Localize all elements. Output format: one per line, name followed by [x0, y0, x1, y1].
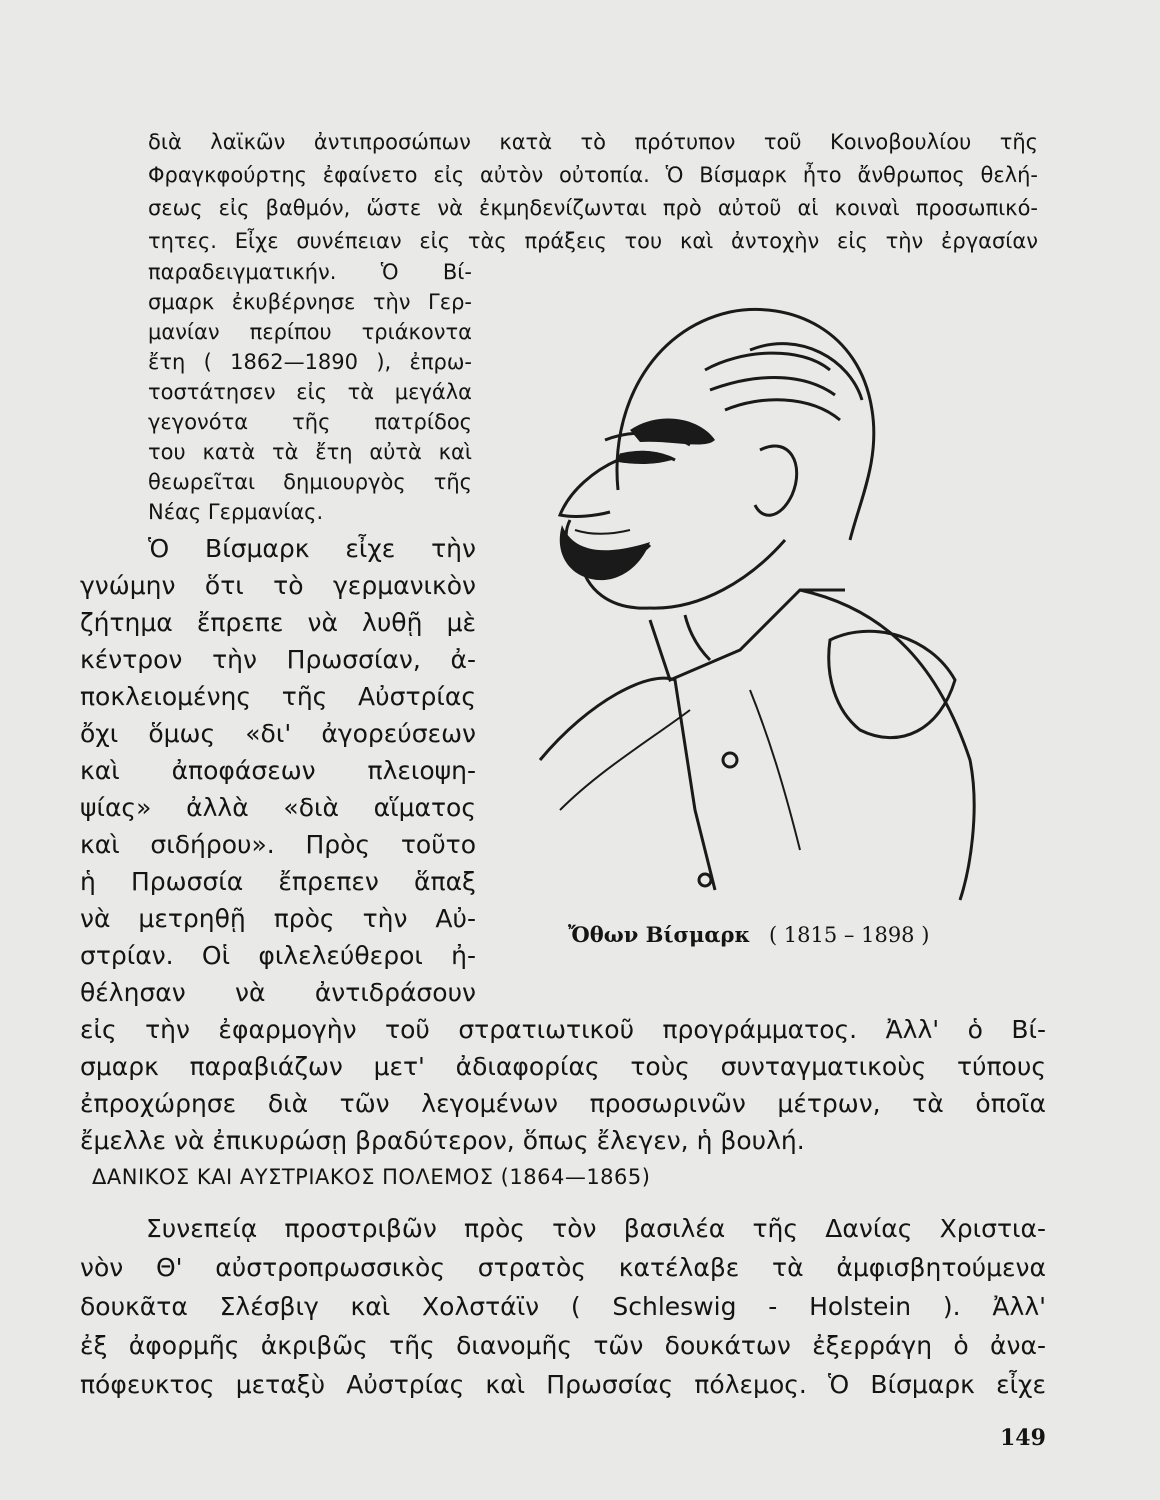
- text-line: σεως εἰς βαθμόν, ὥστε νὰ ἐκμηδενίζωνται πρὸ αὐτοῦ αἱ κοιναὶ προσωπικό-: [148, 196, 1038, 220]
- text-line: νὰ μετρηθῇ πρὸς τὴν Αὐ-: [80, 904, 476, 933]
- text-line: ἡ Πρωσσία ἔπρεπεν ἅπαξ: [80, 867, 476, 896]
- text-line: θεωρεῖται δημιουργὸς τῆς: [148, 470, 472, 494]
- text-line: θέλησαν νὰ ἀντιδράσουν: [80, 978, 476, 1007]
- caption-years: ( 1815 – 1898 ): [768, 923, 930, 947]
- text-line: μανίαν περίπου τριάκοντα: [148, 320, 472, 344]
- text-line: νὸν Θ' αὐστροπρωσσικὸς στρατὸς κατέλαβε τὰ ἀμφισβητούμενα: [80, 1253, 1046, 1282]
- text-line: τοστάτησεν εἰς τὰ μεγάλα: [148, 380, 472, 404]
- text-line: παραδειγματικήν. Ὁ Βί-: [148, 260, 472, 284]
- text-line: Συνεπείᾳ προστριβῶν πρὸς τὸν βασιλέα τῆς Δανίας Χριστια-: [146, 1214, 1046, 1243]
- text-line: σμαρκ παραβιάζων μετ' ἀδιαφορίας τοὺς συνταγματικοὺς τύπους: [80, 1052, 1046, 1081]
- text-line: Νέας Γερμανίας.: [148, 500, 324, 524]
- text-line: ὄχι ὅμως «δι' ἀγορεύσεων: [80, 719, 476, 748]
- text-line: ζήτημα ἔπρεπε νὰ λυθῇ μὲ: [80, 608, 476, 637]
- text-line: ψίας» ἀλλὰ «διὰ αἵματος: [80, 793, 476, 822]
- portrait-caption: [568, 922, 929, 947]
- text-line: γεγονότα τῆς πατρίδος: [148, 410, 472, 434]
- text-line: ἔμελλε νὰ ἐπικυρώσῃ βραδύτερον, ὅπως ἔλεγεν, ἡ βουλή.: [80, 1126, 805, 1155]
- text-line: ἐξ ἀφορμῆς ἀκριβῶς τῆς διανομῆς τῶν δουκάτων ἐξερράγη ὁ ἀνα-: [80, 1331, 1046, 1360]
- bismarck-portrait-illustration: [500, 290, 990, 910]
- text-line: Ὁ Βίσμαρκ εἶχε τὴν: [148, 534, 476, 563]
- text-line: δουκᾶτα Σλέσβιγ καὶ Χολστάϊν ( Schleswig - Holstein ). Ἀλλ': [80, 1292, 1046, 1321]
- text-line: εἰς τὴν ἐφαρμογὴν τοῦ στρατιωτικοῦ προγράμματος. Ἀλλ' ὁ Βί-: [80, 1015, 1046, 1044]
- text-line: γνώμην ὅτι τὸ γερμανικὸν: [80, 571, 476, 600]
- text-line: διὰ λαϊκῶν ἀντιπροσώπων κατὰ τὸ πρότυπον τοῦ Κοινοβουλίου τῆς: [148, 130, 1038, 154]
- text-line: στρίαν. Οἱ φιλελεύθεροι ἠ-: [80, 941, 476, 970]
- caption-name: Ὄθων Βίσμαρκ: [568, 922, 751, 947]
- page-number: 149: [1000, 1425, 1046, 1451]
- text-line: πόφευκτος μεταξὺ Αὐστρίας καὶ Πρωσσίας πόλεμος. Ὁ Βίσμαρκ εἶχε: [80, 1370, 1046, 1399]
- text-line: ἔτη ( 1862—1890 ), ἐπρω-: [148, 350, 472, 374]
- text-line: Φραγκφούρτης ἐφαίνετο εἰς αὐτὸν οὐτοπία. Ὁ Βίσμαρκ ἦτο ἄνθρωπος θελή-: [148, 163, 1038, 187]
- text-line: ἐπροχώρησε διὰ τῶν λεγομένων προσωρινῶν μέτρων, τὰ ὁποῖα: [80, 1089, 1046, 1118]
- text-line: του κατὰ τὰ ἔτη αὐτὰ καὶ: [148, 440, 472, 464]
- text-line: τητες. Εἶχε συνέπειαν εἰς τὰς πράξεις του καὶ ἀντοχὴν εἰς τὴν ἐργασίαν: [148, 229, 1038, 253]
- text-line: ποκλειομένης τῆς Αὐστρίας: [80, 682, 476, 711]
- text-line: σμαρκ ἐκυβέρνησε τὴν Γερ-: [148, 290, 472, 314]
- text-line: καὶ σιδήρου». Πρὸς τοῦτο: [80, 830, 476, 859]
- text-line: κέντρον τὴν Πρωσσίαν, ἀ-: [80, 645, 476, 674]
- text-line: καὶ ἀποφάσεων πλειοψη-: [80, 756, 476, 785]
- section-heading: ΔΑΝΙΚΟΣ ΚΑΙ ΑΥΣΤΡΙΑΚΟΣ ΠΟΛΕΜΟΣ (1864—1865): [92, 1165, 651, 1189]
